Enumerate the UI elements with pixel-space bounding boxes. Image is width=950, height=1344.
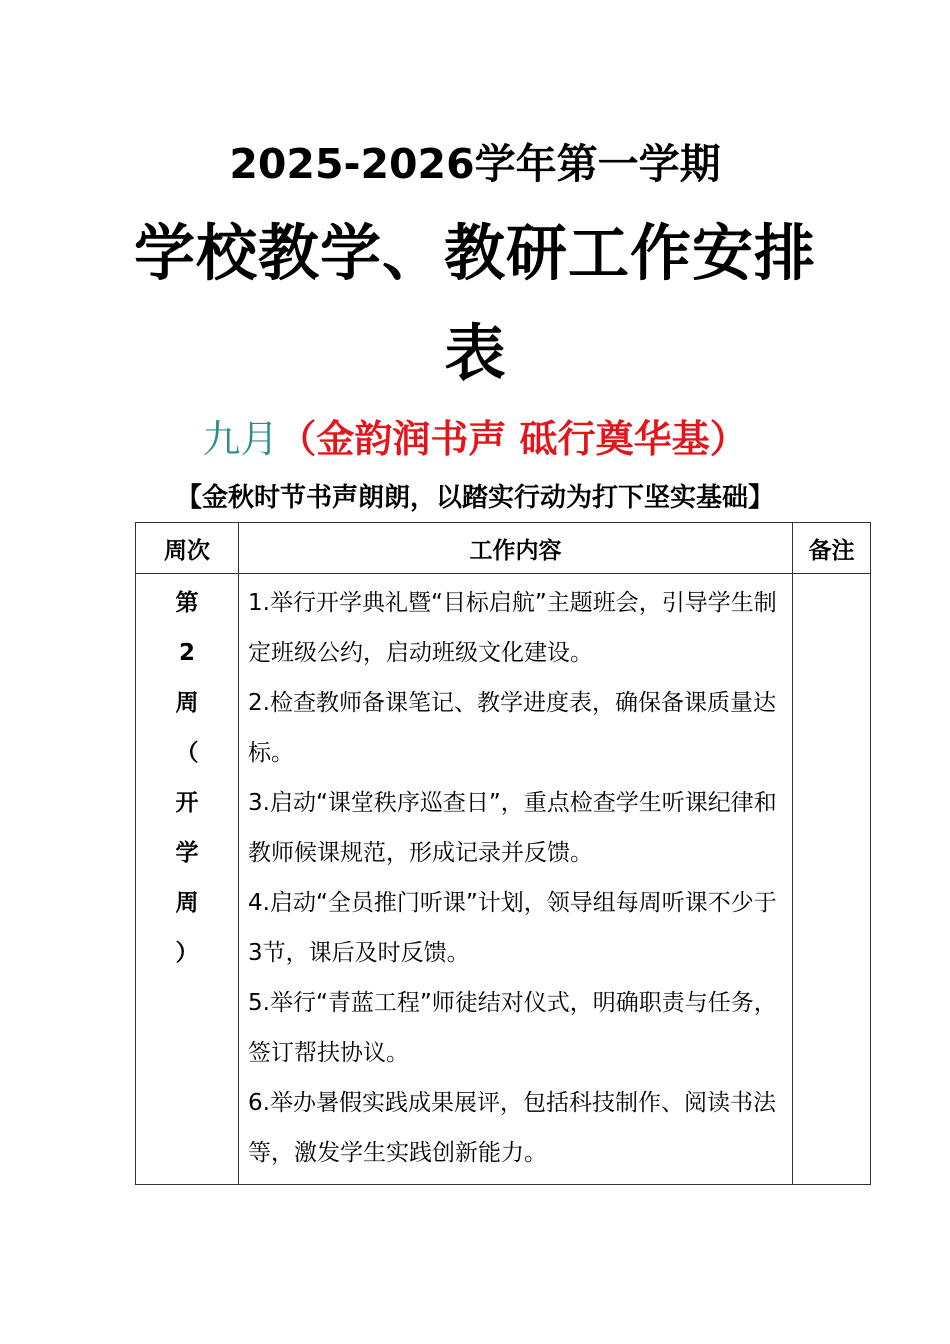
work-item: 1.举行开学典礼暨“目标启航”主题班会，引导学生制定班级公约，启动班级文化建设。	[248, 590, 777, 666]
main-title: 学校教学、教研工作安排	[133, 218, 816, 289]
main-title-continued: 表	[444, 318, 506, 389]
remark-cell	[793, 574, 871, 1185]
work-item: 3.启动“课堂秩序巡查日”，重点检查学生听课纪律和教师候课规范，形成记录并反馈。	[248, 790, 777, 866]
month-subtitle: 【金秋时节书声朗朗，以踏实行动为打下坚实基础】	[175, 483, 774, 513]
week-cell	[136, 574, 239, 1185]
week-char: ）	[175, 940, 199, 966]
month-open-paren: （	[278, 417, 317, 461]
week-char: 周	[175, 890, 199, 916]
header-content: 工作内容	[239, 523, 793, 574]
month-close-paren: ）	[709, 417, 748, 461]
work-item: 4.启动“全员推门听课”计划，领导组每周听课不少于3节，课后及时反馈。	[248, 890, 777, 966]
header-remark: 备注	[793, 523, 871, 574]
month-name: 九月	[202, 417, 279, 461]
week-char: 周	[175, 690, 199, 716]
header-week: 周次	[136, 523, 239, 574]
table-header-row	[136, 523, 871, 574]
content-cell	[239, 574, 793, 1185]
table-row	[136, 574, 871, 1185]
work-item: 5.举行“青蓝工程”师徒结对仪式，明确职责与任务，签订帮扶协议。	[248, 990, 777, 1066]
work-item: 2.检查教师备课笔记、教学进度表，确保备课质量达标。	[248, 690, 776, 766]
month-heading	[0, 413, 950, 465]
year-title: 2025-2026学年第一学期	[229, 140, 721, 188]
week-char: 开	[175, 790, 199, 816]
month-theme: 金韵润书声 砥行奠华基	[316, 417, 710, 461]
week-char: （	[175, 740, 199, 766]
week-char: 2	[178, 640, 195, 666]
work-plan-table	[135, 522, 871, 1185]
week-char: 第	[175, 590, 199, 616]
week-char: 学	[175, 840, 199, 866]
work-item: 6.举办暑假实践成果展评，包括科技制作、阅读书法等，激发学生实践创新能力。	[248, 1090, 776, 1166]
